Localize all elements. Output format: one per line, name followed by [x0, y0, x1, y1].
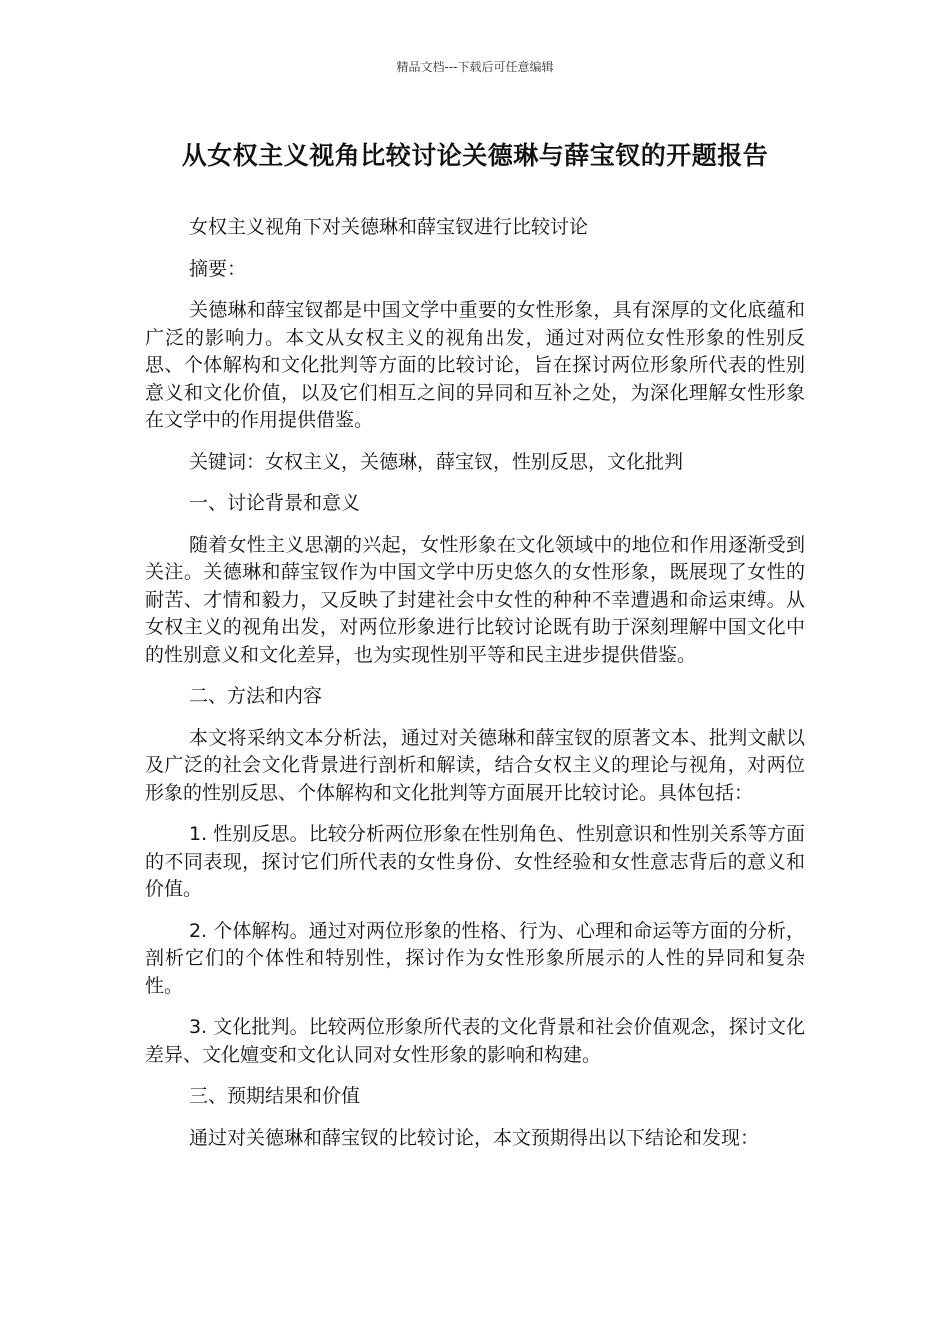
section-heading-background: 一、讨论背景和意义	[189, 492, 361, 514]
document-body	[145, 214, 805, 1166]
expected-results-paragraph: 通过对关德琳和薛宝钗的比较讨论，本文预期得出以下结论和发现：	[189, 1126, 760, 1149]
section-heading-methods: 二、方法和内容	[189, 685, 323, 707]
keywords-paragraph: 关键词：女权主义，关德琳，薛宝钗，性别反思，文化批判	[189, 450, 684, 473]
methods-item-gender-reflection: 1. 性别反思。比较分析两位形象在性别角色、性别意识和性别关系等方面的不同表现，探讨它们所代表的女性身份、女性经验和女性意志背后的意义和价值。	[145, 823, 805, 900]
abstract-paragraph: 关德琳和薛宝钗都是中国文学中重要的女性形象，具有深厚的文化底蕴和广泛的影响力。本文从女权主义的视角出发，通过对两位女性形象的性别反思、个体解构和文化批判等方面的比较讨论，旨在探讨两位形象所代表的性别意义和文化价值，以及它们相互之间的异同和互补之处，为深化理解女性形象在文学中的作用提供借鉴。	[145, 299, 805, 431]
section-heading-expected-results: 三、预期结果和价值	[189, 1085, 361, 1107]
abstract-label: 摘要：	[189, 257, 247, 280]
methods-item-cultural-critique: 3. 文化批判。比较两位形象所代表的文化背景和社会价值观念，探讨文化差异、文化嬗变和文化认同对女性形象的影响和构建。	[145, 1016, 805, 1066]
subtitle-paragraph: 女权主义视角下对关德琳和薛宝钗进行比较讨论	[189, 216, 589, 238]
methods-paragraph: 本文将采纳文本分析法，通过对关德琳和薛宝钗的原著文本、批判文献以及广泛的社会文化背景进行剖析和解读，结合女权主义的理论与视角，对两位形象的性别反思、个体解构和文化批判等方面展开比较讨论。具体包括：	[145, 726, 805, 804]
document-title: 从女权主义视角比较讨论关德琳与薛宝钗的开题报告	[181, 141, 769, 170]
methods-item-individual-deconstruction: 2. 个体解构。通过对两位形象的性格、行为、心理和命运等方面的分析，剖析它们的个体性和特别性，探讨作为女性形象所展示的人性的异同和复杂性。	[145, 919, 805, 997]
background-paragraph: 随着女性主义思潮的兴起，女性形象在文化领域中的地位和作用逐渐受到关注。关德琳和薛宝钗作为中国文学中历史悠久的女性形象，既展现了女性的耐苦、才情和毅力，又反映了封建社会中女性的种种不幸遭遇和命运束缚。从女权主义的视角出发，对两位形象进行比较讨论既有助于深刻理解中国文化中的性别意义和文化差异，也为实现性别平等和民主进步提供借鉴。	[145, 533, 805, 666]
page-header-note: 精品文档---下载后可任意编辑	[396, 60, 554, 74]
